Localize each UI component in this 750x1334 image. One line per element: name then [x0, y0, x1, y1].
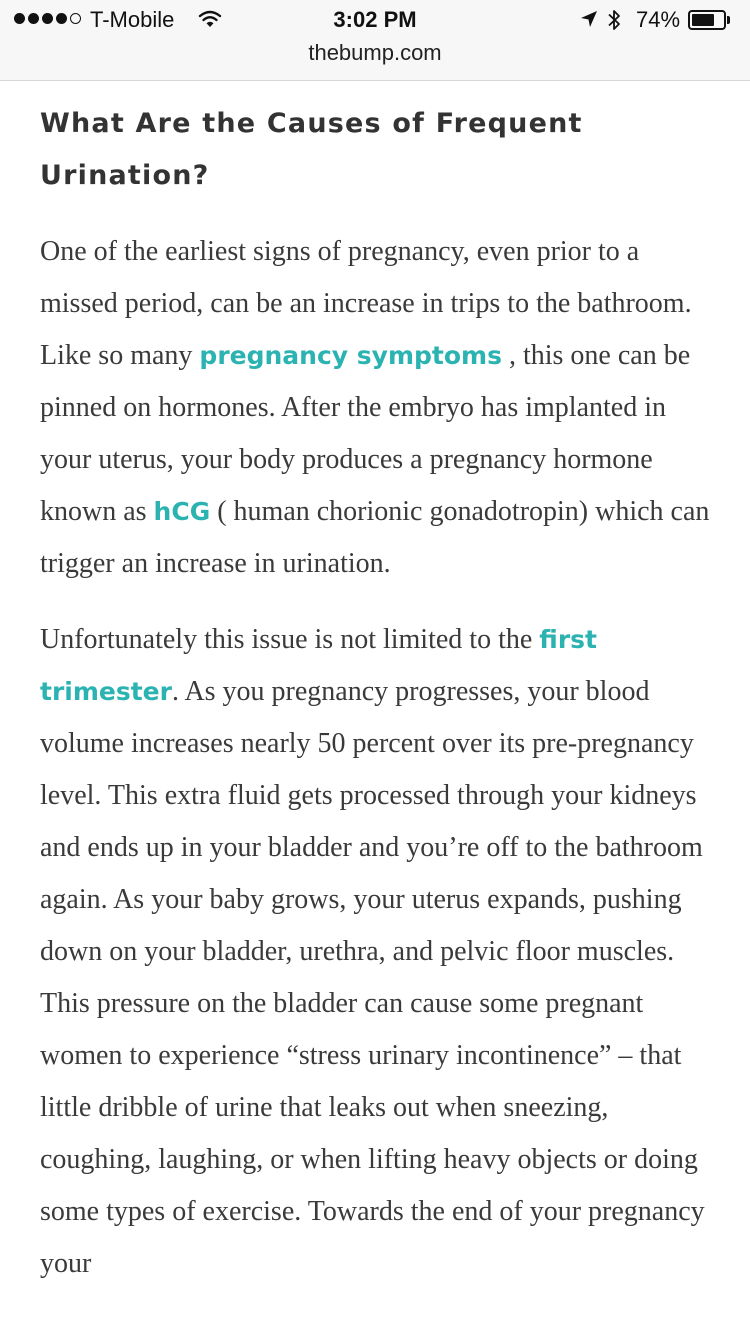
hcg-link[interactable]: hCG: [153, 497, 211, 526]
paragraph-text: ( human chorionic gonadotropin) which can trigger an increase in urination.: [40, 496, 710, 579]
paragraph-text: . As you pregnancy progresses, your blood volume increases nearly 50 percent over its pre-pregnancy level. This extra fluid gets processed through your kidneys and ends up in your bladder and you’re off to the bathroom again. As your baby grows, your uterus expands, pushing down on your bladder, urethra, and pelvic floor muscles. This pressure on the bladder can cause some pregnant women to experience “stress urinary incontinence” – that little dribble of urine that leaks out when sneezing, coughing, laughing, or when lifting heavy objects or doing some types of exercise. Towards the end of your pregnancy your: [40, 676, 705, 1279]
battery-percentage: 74%: [636, 7, 681, 32]
browser-top-bar: [0, 0, 750, 81]
status-time: 3:02 PM: [333, 7, 417, 32]
article-paragraph-2: [40, 614, 720, 1290]
paragraph-text: , this one can be pinned on hormones. After the embryo has implanted in your uterus, your body produces a pregnancy hormone known as: [40, 340, 691, 527]
battery-cap: [727, 16, 730, 24]
article-content: [40, 98, 720, 1290]
pregnancy-symptoms-link[interactable]: pregnancy symptoms: [199, 341, 502, 370]
article-heading: What Are the Causes of Frequent Urination?: [40, 108, 583, 191]
article-paragraph-1: [40, 226, 720, 590]
address-bar[interactable]: thebump.com: [308, 40, 442, 65]
paragraph-text: One of the earliest signs of pregnancy, even prior to a missed period, can be an increase in trips to the bathroom. Like so many: [40, 236, 692, 371]
status-bar: [0, 0, 750, 40]
carrier-name: T-Mobile: [90, 7, 175, 32]
location-arrow-icon: [580, 10, 598, 33]
first-trimester-link[interactable]: first trimester: [40, 625, 597, 706]
bluetooth-icon: [606, 8, 622, 37]
battery-level-fill: [692, 14, 714, 26]
paragraph-text: Unfortunately this issue is not limited to the: [40, 624, 540, 655]
battery-icon: [688, 10, 726, 30]
